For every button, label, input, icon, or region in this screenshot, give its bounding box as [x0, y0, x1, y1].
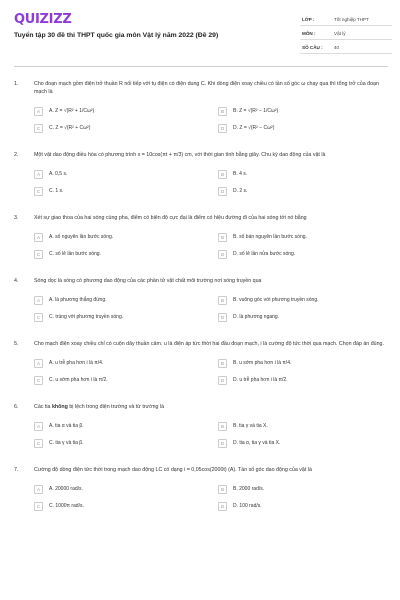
option-text: B. Z = √(R² − 1/Cω²): [233, 108, 279, 114]
option-text: B. số bán nguyên lần bước sóng.: [233, 234, 307, 240]
answer-option-c[interactable]: [34, 501, 218, 512]
question-6: [14, 403, 388, 449]
question-text: Cho mạch điện xoay chiều chỉ có cuộn dây thuần cảm. u là điện áp tức thời hai đầu đoạn mạch, i là cường độ tức thời qua mạch. Chọn đáp án đúng.: [34, 341, 384, 347]
option-text: D. Z = √(R² − Cω²): [233, 125, 275, 131]
answer-option-c[interactable]: [34, 312, 218, 323]
question-number: 4.: [14, 278, 19, 284]
option-letter-box: C: [34, 439, 43, 448]
answer-options: [14, 421, 388, 449]
header-divider: [14, 66, 388, 67]
meta-label: SỐ CÂU :: [302, 45, 323, 50]
option-text: C. tia γ và tia β.: [49, 440, 84, 446]
option-letter-box: B: [218, 422, 227, 431]
question-4: [14, 277, 388, 323]
option-text: A. tia α và tia β.: [49, 423, 84, 429]
answer-option-d[interactable]: [218, 123, 388, 134]
worksheet-meta: [300, 12, 392, 54]
option-text: B. tia γ và tia X.: [233, 423, 268, 429]
answer-option-a[interactable]: [34, 232, 218, 243]
answer-option-d[interactable]: [218, 186, 388, 197]
option-letter-box: B: [218, 170, 227, 179]
option-text: C. u sớm pha hơn i là π/2.: [49, 377, 108, 383]
meta-value: 40: [334, 45, 340, 50]
option-letter-box: C: [34, 187, 43, 196]
answer-option-b[interactable]: [218, 106, 388, 117]
answer-option-a[interactable]: [34, 421, 218, 432]
question-text: Cường độ dòng điện tức thời trong mạch dao động LC có dạng i = 0,05cos(2000t) (A). Tần số góc dao động của vật là: [34, 467, 312, 473]
quizizz-logo: QUIZIZZ: [14, 12, 72, 27]
answer-options: [14, 358, 388, 386]
question-number: 5.: [14, 341, 19, 347]
worksheet-header: [14, 10, 388, 64]
option-letter-box: A: [34, 359, 43, 368]
option-text: B. vuông góc với phương truyền sóng.: [233, 297, 319, 303]
question-7: [14, 466, 388, 512]
question-number: 3.: [14, 215, 19, 221]
answer-option-b[interactable]: [218, 484, 388, 495]
worksheet-title: Tuyển tập 30 đề thi THPT quốc gia môn Vật lý năm 2022 (Đề 29): [14, 32, 219, 39]
answer-option-c[interactable]: [34, 123, 218, 134]
option-letter-box: C: [34, 376, 43, 385]
option-text: A. 20000 rad/s.: [49, 486, 83, 492]
option-text: A. 0,5 s.: [49, 171, 68, 177]
answer-options: [14, 295, 388, 323]
option-text: D. 2 s.: [233, 188, 248, 194]
question-number: 6.: [14, 404, 19, 410]
answer-option-c[interactable]: [34, 375, 218, 386]
question-text: Một vật dao động điều hòa có phương trình x = 10cos(πt + π/3) cm, với thời gian tính bằng giây. Chu kỳ dao động của vật là: [34, 152, 326, 158]
option-letter-box: A: [34, 296, 43, 305]
option-letter-box: B: [218, 296, 227, 305]
meta-label: MÔN :: [302, 31, 316, 36]
option-letter-box: D: [218, 502, 227, 511]
answer-option-a[interactable]: [34, 358, 218, 369]
option-text: C. 1 s.: [49, 188, 64, 194]
answer-option-c[interactable]: [34, 186, 218, 197]
option-letter-box: D: [218, 313, 227, 322]
answer-options: [14, 106, 388, 134]
option-text: C. số lẻ lần bước sóng.: [49, 251, 101, 257]
option-text: C. 1000π rad/s.: [49, 503, 84, 509]
option-text: D. là phương ngang.: [233, 314, 280, 320]
option-text: C. trùng với phương truyền sóng.: [49, 314, 124, 320]
option-text: A. u trễ pha hơn i là π/4.: [49, 360, 104, 366]
option-letter-box: D: [218, 187, 227, 196]
option-text: D. số lẻ lần nửa bước sóng.: [233, 251, 296, 257]
answer-option-b[interactable]: [218, 232, 388, 243]
question-text: [34, 404, 164, 410]
option-letter-box: A: [34, 422, 43, 431]
question-1: [14, 80, 388, 134]
answer-option-d[interactable]: [218, 375, 388, 386]
option-letter-box: D: [218, 250, 227, 259]
option-letter-box: D: [218, 439, 227, 448]
option-letter-box: B: [218, 107, 227, 116]
option-letter-box: A: [34, 233, 43, 242]
question-text: Cho đoạn mạch gồm điện trở thuần R nối tiếp với tụ điện có điện dung C. Khi dòng điện xoay chiều có tần số góc ω chạy qua thì tổng trở của đoạn mạch là: [34, 81, 379, 95]
option-text: D. 100 rad/s.: [233, 503, 262, 509]
option-text: B. 2000 rad/s.: [233, 486, 265, 492]
question-emphasis: không: [51, 404, 68, 410]
option-letter-box: C: [34, 124, 43, 133]
question-5: [14, 340, 388, 386]
option-text: A. Z = √(R² + 1/Cω²): [49, 108, 95, 114]
question-3: [14, 214, 388, 260]
option-text: C. Z = √(R² + Cω²): [49, 125, 91, 131]
option-letter-box: C: [34, 250, 43, 259]
option-text: B. u sớm pha hơn i là π/4.: [233, 360, 292, 366]
option-letter-box: A: [34, 485, 43, 494]
answer-option-a[interactable]: [34, 106, 218, 117]
answer-option-a[interactable]: [34, 169, 218, 180]
option-letter-box: B: [218, 359, 227, 368]
answer-option-a[interactable]: [34, 295, 218, 306]
answer-options: [14, 232, 388, 260]
answer-options: [14, 484, 388, 512]
question-number: 1.: [14, 81, 19, 87]
answer-option-b[interactable]: [218, 421, 388, 432]
option-letter-box: B: [218, 233, 227, 242]
question-number: 2.: [14, 152, 19, 158]
question-text-start: Các tia: [34, 404, 52, 410]
meta-value: Tốt nghiệp THPT: [334, 17, 369, 22]
meta-row-question-count: [300, 40, 392, 54]
answer-option-c[interactable]: [34, 438, 218, 449]
meta-row-class: [300, 12, 392, 26]
option-text: D. u trễ pha hơn i là π/2.: [233, 377, 288, 383]
question-list: [14, 80, 388, 529]
option-text: A. là phương thẳng đứng.: [49, 297, 107, 303]
answer-option-d[interactable]: [218, 249, 388, 260]
option-letter-box: B: [218, 485, 227, 494]
question-2: [14, 151, 388, 197]
meta-row-subject: [300, 26, 392, 40]
option-letter-box: D: [218, 376, 227, 385]
answer-option-d[interactable]: [218, 312, 388, 323]
meta-label: LỚP :: [302, 17, 315, 22]
question-text-end: bị lệch trong điện trường và từ trường là: [67, 404, 165, 410]
question-text: Xét sự giao thoa của hai sóng cùng pha, điểm có biên độ cực đại là điểm có hiệu đường đi của hai sóng tới nó bằng: [34, 215, 307, 221]
option-letter-box: A: [34, 107, 43, 116]
option-text: D. tia α, tia γ và tia X.: [233, 440, 281, 446]
answer-option-c[interactable]: [34, 249, 218, 260]
option-letter-box: D: [218, 124, 227, 133]
answer-option-a[interactable]: [34, 484, 218, 495]
question-text: Sóng dọc là sóng có phương dao động của các phần tử vật chất môi trường nơi sóng truyền qua: [34, 278, 262, 284]
option-letter-box: A: [34, 170, 43, 179]
answer-option-b[interactable]: [218, 169, 388, 180]
meta-value: Vật lý: [334, 31, 346, 36]
option-text: B. 4 s.: [233, 171, 248, 177]
option-text: A. số nguyên lần bước sóng.: [49, 234, 114, 240]
answer-option-b[interactable]: [218, 295, 388, 306]
answer-option-b[interactable]: [218, 358, 388, 369]
answer-option-d[interactable]: [218, 501, 388, 512]
option-letter-box: C: [34, 313, 43, 322]
answer-options: [14, 169, 388, 197]
question-number: 7.: [14, 467, 19, 473]
answer-option-d[interactable]: [218, 438, 388, 449]
option-letter-box: C: [34, 502, 43, 511]
